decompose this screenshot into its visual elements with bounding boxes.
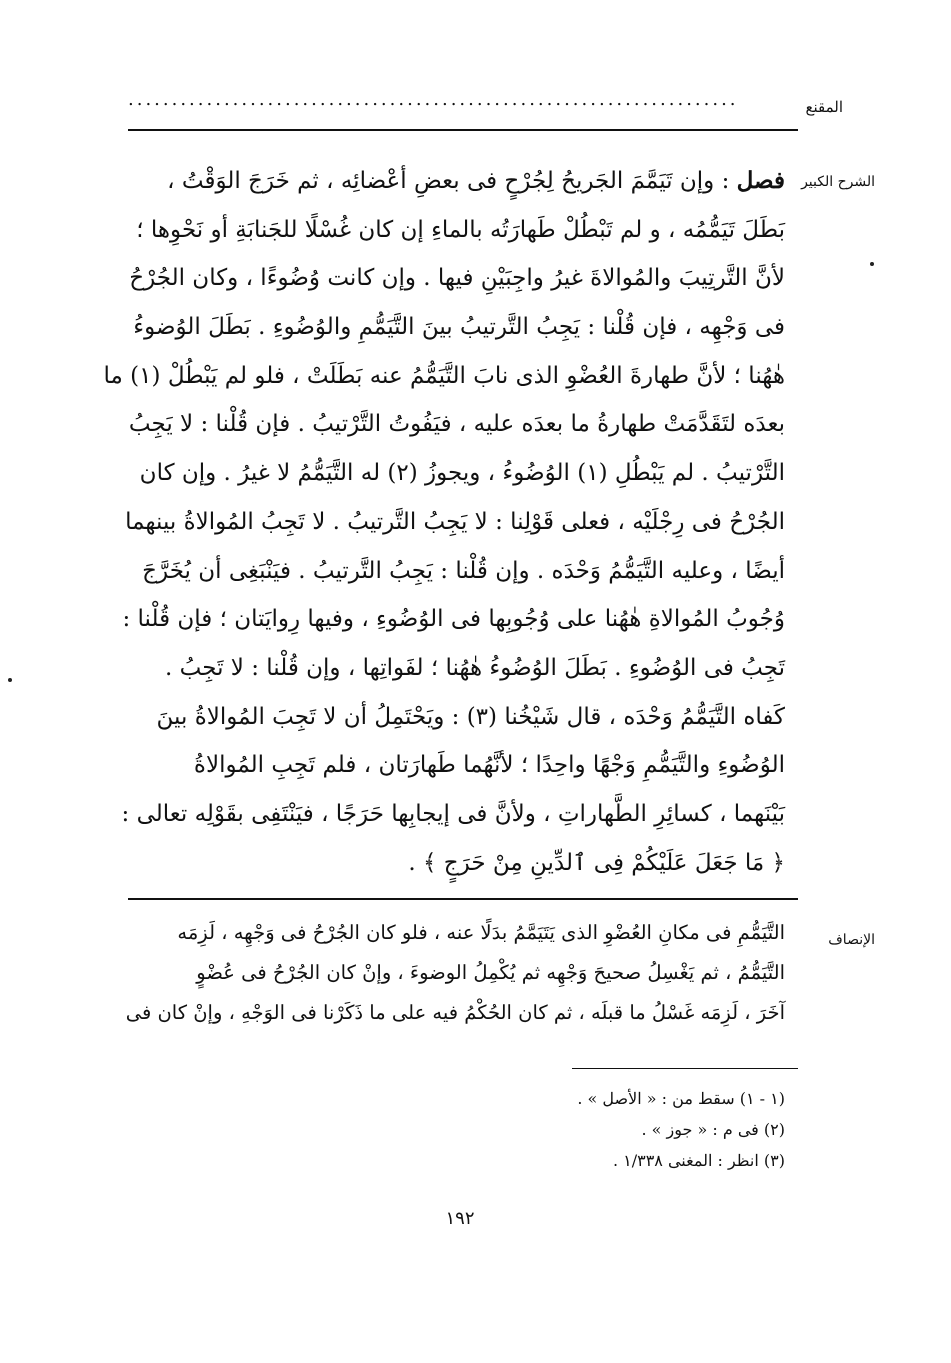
- main-line: أيضًا ، وعليه التَّيَمُّمُ وَحْدَه . وإن قُلْنا : يَجِبُ التَّرتيبُ . فيَنْبَغِى أن يُخَرَّجَ: [142, 557, 785, 584]
- main-line: تَجِبُ فى الوُضُوءِ . بَطَلَ الوُضُوءُ هٰهُنا ؛ لفَواتِها ، وإن قُلْنا : لا تَجِبُ .: [165, 654, 785, 681]
- book-title-header: المقنع: [805, 98, 843, 116]
- main-line: بَطَلَ تَيَمُّمُه ، و لم تَبْطُلْ طَهارَتُه بالماءِ إن كان غُسْلًا للجَنابَةِ أو نَحْوِها ؛: [136, 216, 785, 243]
- main-line: لأنَّ التَّرتِيبَ والمُوالاةَ غيرُ واجِبَيْنِ فيها . وإن كانت وُضُوءًا ، وكان الجُرْحُ: [129, 265, 785, 292]
- main-line: التَّرْتيبُ . لم يَبْطُلِ (١) الوُضُوءُ ، ويجوزُ (٢) له التَّيَمُّمُ لا غيرُ . وإن كان: [139, 460, 785, 487]
- footnote-item: (٢) فى م : « جوز » .: [641, 1120, 785, 1139]
- main-line: هٰهُنا ؛ لأنَّ طهارةَ العُضْوِ الذى نابَ التَّيَمُّمُ عنه بَطَلَتْ ، فلو لم يَبْطُلْ (١) ما: [103, 362, 785, 389]
- header-dotted-leader: ......................................................................: [128, 89, 739, 110]
- main-line: بَيْنَهما ، كسائِرِ الطَّهاراتِ ، ولأنَّ فى إيجابِها حَرَجًا ، فيَنْتَفِى بقَوْلِه تعالى :: [121, 800, 785, 827]
- insaf-line: آخَرَ ، لَزِمَه غَسْلُ ما قبلَه ، ثم كان الحُكْمُ فيه على ما ذَكَرْنا فى الوَجْهِ ، وإنْ كان فى: [125, 1001, 785, 1024]
- insaf-text: [113, 913, 785, 1033]
- insaf-line: التَّيَمُّمُ ، ثم يَغْسِلُ صحيحَ وَجْهِه ثم يُكْمِلُ الوضوءَ ، وإنْ كان الجُرْحُ فى عُضْوٍ: [196, 961, 785, 984]
- quran-verse-line: ﴿ مَا جَعَلَ عَلَيْكُمْ فِى ٱلدِّينِ مِنْ حَرَجٍ ﴾ .: [408, 849, 785, 876]
- insaf-line: التَّيَمُّمِ فى مكانِ العُضْوِ الذى يَتَيَمَّمُ بدَلًا عنه ، فلو كان الجُرْحُ فى وَجْهِه ، لَزِمَه: [177, 921, 785, 944]
- footnote-item: (١ - ١) سقط من : « الأصل » .: [577, 1089, 785, 1108]
- section-divider-rule: [128, 898, 798, 900]
- main-line: فى وَجْهِه ، فإن قُلْنا : يَجِبُ التَّرتيبُ بينَ التَّيَمُّمِ والوُضُوءِ . بَطَلَ الوُضوءُ: [133, 314, 785, 341]
- main-line: كَفاه التَّيَمُّمُ وَحْدَه ، قال شَيْخُنا (٣) : ويَحْتَمِلُ أن لا تَجِبَ المُوالاةُ بينَ: [156, 703, 785, 730]
- main-line: فصل : وإن تَيَمَّمَ الجَريحُ لِجُرْحٍ فى بعضِ أعْضائِه ، ثم خَرَجَ الوَقْتُ ،: [167, 167, 785, 194]
- page-number: ١٩٢: [445, 1208, 475, 1229]
- main-line: بعدَه لتَقَدَّمَتْ طهارةُ ما بعدَه عليه ، فيَفُوتُ التَّرْتيبُ . فإن قُلْنا : لا يَجِبُ: [128, 411, 785, 438]
- header-rule: [128, 129, 798, 131]
- margin-label-insaf: الإنصاف: [828, 932, 875, 948]
- main-line: الجُرْحُ فى رِجْلَيْه ، فعلى قَوْلِنا : لا يَجِبُ التَّرتيبُ . لا تَجِبُ المُوالاةُ بينهما: [125, 508, 785, 535]
- scan-speck: [8, 678, 12, 682]
- main-line: الوُضُوءِ والتَّيَمُّمِ وَجْهًا واحِدًا ؛ لأنَّهُما طَهارَتان ، فلم تَجِبِ المُوالاةُ: [193, 752, 785, 779]
- footnotes: [385, 1083, 785, 1176]
- main-commentary-text: [103, 157, 785, 887]
- scan-speck: [870, 262, 874, 266]
- margin-label-sharh: الشرح الكبير: [801, 174, 875, 190]
- footnote-rule: [572, 1068, 798, 1069]
- footnote-item: (٣) انظر : المغنى ١/٣٣٨ .: [612, 1151, 785, 1170]
- section-lead-word: فصل: [736, 167, 785, 194]
- main-line: وُجُوبُ المُوالاةِ هٰهُنا على وُجُوبِها فى الوُضُوءِ ، وفيها رِوايَتان ؛ فإن قُلْنا :: [122, 606, 785, 633]
